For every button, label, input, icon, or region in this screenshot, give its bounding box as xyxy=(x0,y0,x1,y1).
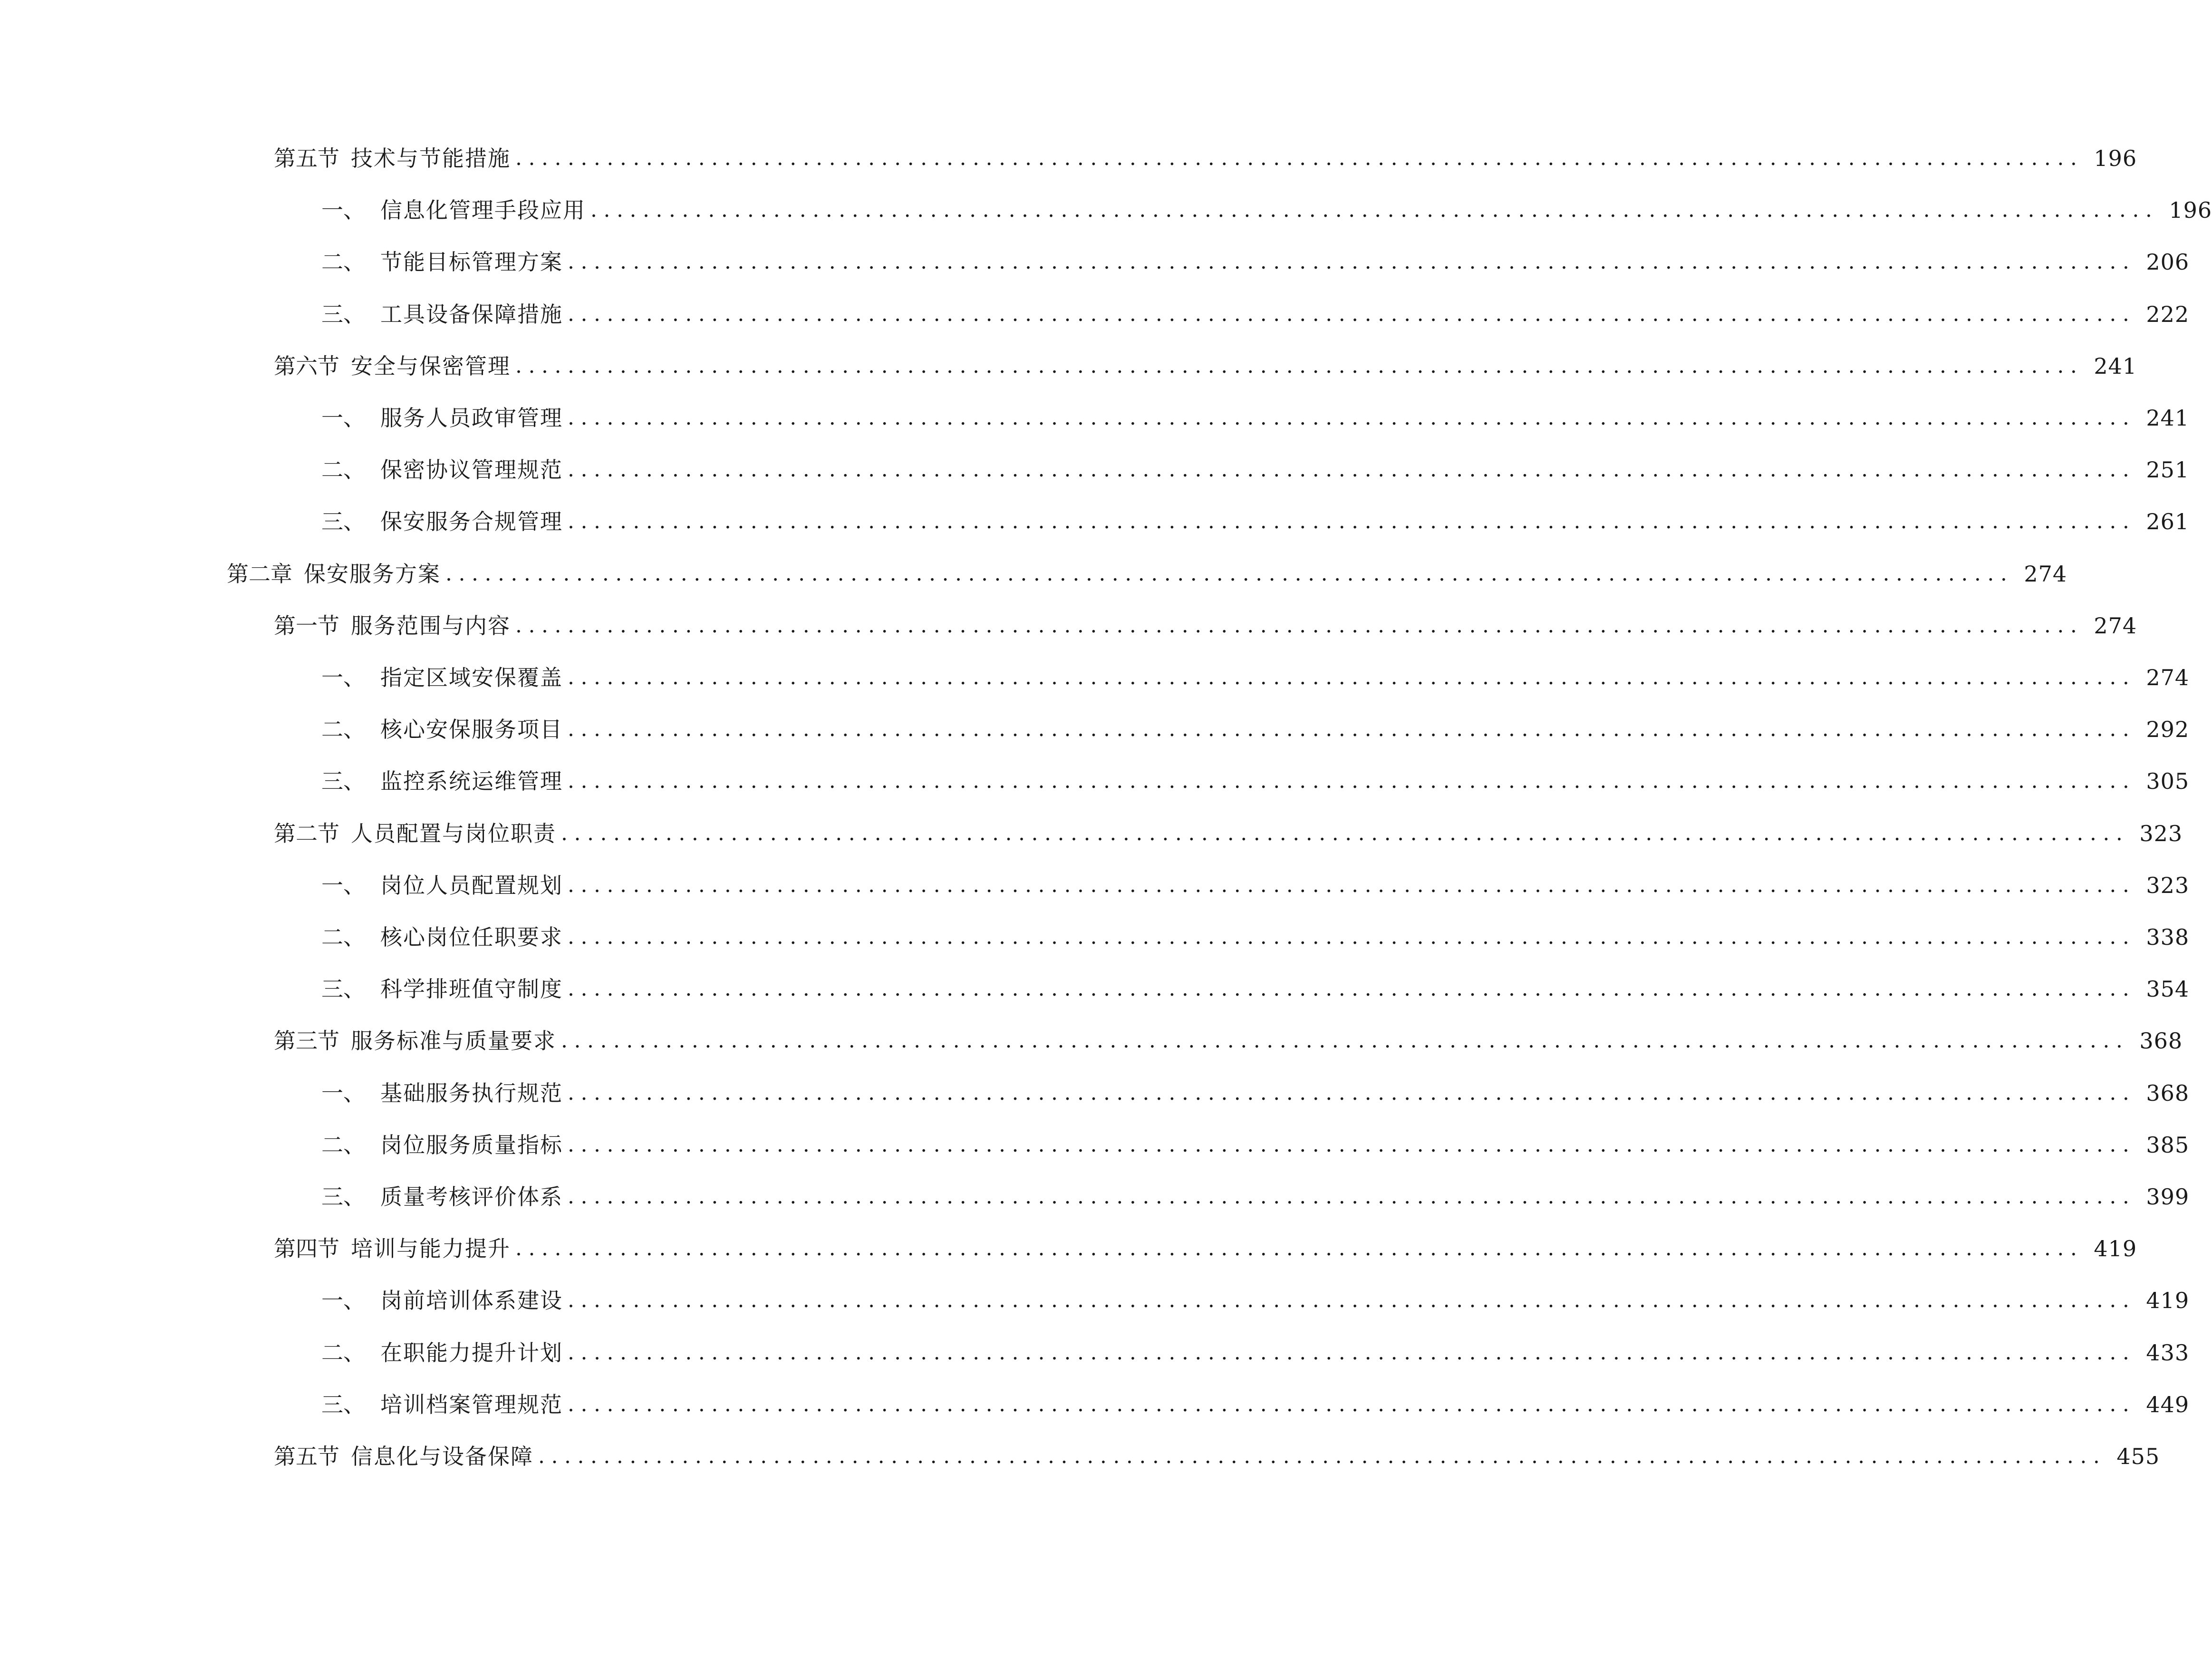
toc-dot-leader: ........................................................................................................................ xyxy=(568,665,2136,689)
toc-entry[interactable] xyxy=(321,394,2190,442)
toc-entry-title: 信息化管理手段应用 xyxy=(380,197,586,223)
toc-entry-number: 二、 xyxy=(321,924,365,950)
toc-entry-page: 368 xyxy=(2146,1080,2190,1106)
toc-entry-title: 信息化与设备保障 xyxy=(351,1444,533,1469)
toc-entry-title: 保密协议管理规范 xyxy=(380,457,563,483)
toc-entry-number: 三、 xyxy=(321,301,365,327)
toc-entry-page: 419 xyxy=(2094,1236,2137,1261)
toc-dot-leader: ........................................................................................................................ xyxy=(568,1288,2136,1312)
toc-entry-page: 206 xyxy=(2146,249,2190,275)
toc-entry-number: 第一节 xyxy=(274,613,339,639)
toc-entry-title: 培训与能力提升 xyxy=(351,1236,511,1261)
toc-entry-page: 241 xyxy=(2094,353,2137,379)
toc-entry-page: 261 xyxy=(2146,509,2190,534)
toc-entry-number: 三、 xyxy=(321,768,365,794)
toc-entry-title: 基础服务执行规范 xyxy=(380,1080,563,1106)
toc-dot-leader: ........................................................................................................................ xyxy=(515,354,2084,378)
toc-entry[interactable] xyxy=(321,757,2190,805)
toc-entry-number: 二、 xyxy=(321,1132,365,1158)
toc-entry-number: 第五节 xyxy=(274,1444,339,1469)
toc-dot-leader: ........................................................................................................................ xyxy=(568,873,2136,897)
toc-entry-page: 323 xyxy=(2139,821,2183,846)
toc-entry-page: 433 xyxy=(2146,1340,2190,1366)
toc-dot-leader: ........................................................................................................................ xyxy=(568,1081,2136,1105)
toc-dot-leader: ........................................................................................................................ xyxy=(568,1133,2136,1157)
toc-dot-leader: ........................................................................................................................ xyxy=(568,1340,2136,1365)
toc-entry-number: 第六节 xyxy=(274,353,339,379)
toc-entry[interactable] xyxy=(274,602,2137,650)
toc-entry[interactable] xyxy=(321,1329,2190,1377)
toc-entry-page: 251 xyxy=(2146,457,2190,483)
toc-dot-leader: ........................................................................................................................ xyxy=(561,1028,2129,1053)
toc-dot-leader: ........................................................................................................................ xyxy=(568,925,2136,949)
toc-entry-title: 科学排班值守制度 xyxy=(380,976,563,1002)
toc-entry-number: 二、 xyxy=(321,457,365,483)
toc-entry-title: 岗位服务质量指标 xyxy=(380,1132,563,1158)
toc-entry-title: 人员配置与岗位职责 xyxy=(351,821,556,846)
toc-entry-title: 核心岗位任职要求 xyxy=(380,924,563,950)
toc-entry-title: 服务标准与质量要求 xyxy=(351,1028,556,1054)
toc-entry-page: 305 xyxy=(2146,768,2190,794)
toc-dot-leader: ........................................................................................................................ xyxy=(568,406,2136,430)
toc-dot-leader: ........................................................................................................................ xyxy=(515,1236,2084,1261)
toc-entry-number: 第四节 xyxy=(274,1236,339,1261)
toc-entry-page: 222 xyxy=(2146,301,2190,327)
toc-entry[interactable] xyxy=(321,913,2190,961)
toc-entry-page: 399 xyxy=(2146,1184,2190,1210)
toc-entry[interactable] xyxy=(274,1433,2160,1480)
toc-dot-leader: ........................................................................................................................ xyxy=(568,457,2136,482)
toc-dot-leader: ........................................................................................................................ xyxy=(568,717,2136,741)
toc-entry-number: 第五节 xyxy=(274,145,339,171)
toc-entry-page: 455 xyxy=(2116,1444,2160,1469)
toc-entry-page: 323 xyxy=(2146,873,2190,898)
toc-entry[interactable] xyxy=(274,135,2137,182)
toc-entry-number: 第二章 xyxy=(227,561,292,587)
toc-entry[interactable] xyxy=(321,1173,2190,1221)
toc-entry-number: 二、 xyxy=(321,717,365,742)
toc-dot-leader: ........................................................................................................................ xyxy=(515,146,2084,170)
toc-entry[interactable] xyxy=(321,1069,2190,1117)
toc-entry-number: 第三节 xyxy=(274,1028,339,1054)
toc-entry-title: 岗前培训体系建设 xyxy=(380,1288,563,1313)
toc-entry-number: 三、 xyxy=(321,509,365,534)
toc-entry-number: 一、 xyxy=(321,873,365,898)
toc-entry[interactable] xyxy=(321,654,2190,701)
toc-dot-leader: ........................................................................................................................ xyxy=(561,821,2129,845)
toc-entry-title: 培训档案管理规范 xyxy=(380,1392,563,1417)
toc-entry-page: 449 xyxy=(2146,1392,2190,1417)
toc-entry-page: 274 xyxy=(2024,561,2067,587)
toc-entry-number: 二、 xyxy=(321,1340,365,1366)
toc-dot-leader: ........................................................................................................................ xyxy=(445,562,2014,586)
toc-entry-page: 385 xyxy=(2146,1132,2190,1158)
toc-entry-title: 服务人员政审管理 xyxy=(380,405,563,431)
toc-entry-page: 419 xyxy=(2146,1288,2190,1313)
toc-dot-leader: ........................................................................................................................ xyxy=(568,977,2136,1001)
toc-entry-page: 368 xyxy=(2139,1028,2183,1054)
toc-entry[interactable] xyxy=(321,1381,2190,1428)
toc-entry-title: 节能目标管理方案 xyxy=(380,249,563,275)
toc-entry[interactable] xyxy=(274,342,2137,390)
toc-entry-title: 工具设备保障措施 xyxy=(380,301,563,327)
toc-entry[interactable] xyxy=(227,550,2067,598)
toc-entry-title: 安全与保密管理 xyxy=(351,353,511,379)
toc-entry[interactable] xyxy=(274,1017,2183,1065)
toc-entry-number: 二、 xyxy=(321,249,365,275)
toc-entry-title: 质量考核评价体系 xyxy=(380,1184,563,1210)
toc-entry-page: 196 xyxy=(2094,145,2137,171)
toc-dot-leader: ........................................................................................................................ xyxy=(568,769,2136,793)
toc-entry-title: 保安服务合规管理 xyxy=(380,509,563,534)
toc-entry[interactable] xyxy=(321,965,2190,1013)
toc-entry[interactable] xyxy=(321,1121,2190,1169)
toc-dot-leader: ........................................................................................................................ xyxy=(568,1184,2136,1209)
toc-dot-leader: ........................................................................................................................ xyxy=(568,1392,2136,1416)
toc-entry[interactable] xyxy=(274,1225,2137,1272)
toc-dot-leader: ........................................................................................................................ xyxy=(568,509,2136,533)
toc-entry-number: 一、 xyxy=(321,1288,365,1313)
toc-dot-leader: ........................................................................................................................ xyxy=(538,1444,2106,1468)
toc-entry-title: 指定区域安保覆盖 xyxy=(380,665,563,690)
toc-entry-number: 一、 xyxy=(321,665,365,690)
toc-entry[interactable] xyxy=(321,1277,2190,1324)
toc-dot-leader: ........................................................................................................................ xyxy=(568,302,2136,326)
toc-entry-title: 核心安保服务项目 xyxy=(380,717,563,742)
toc-entry[interactable] xyxy=(274,810,2183,857)
toc-entry-title: 岗位人员配置规划 xyxy=(380,873,563,898)
toc-entry-page: 241 xyxy=(2146,405,2190,431)
toc-dot-leader: ........................................................................................................................ xyxy=(590,198,2159,222)
toc-entry-page: 196 xyxy=(2169,197,2212,223)
toc-entry-number: 一、 xyxy=(321,405,365,431)
toc-entry[interactable] xyxy=(321,706,2190,753)
toc-entry-title: 保安服务方案 xyxy=(304,561,441,587)
toc-entry-number: 三、 xyxy=(321,976,365,1002)
toc-entry-page: 274 xyxy=(2094,613,2137,639)
toc-dot-leader: ........................................................................................................................ xyxy=(568,250,2136,274)
toc-dot-leader: ........................................................................................................................ xyxy=(515,613,2084,638)
toc-entry[interactable] xyxy=(321,238,2190,286)
toc-entry-page: 274 xyxy=(2146,665,2190,690)
toc-entry-page: 354 xyxy=(2146,976,2190,1002)
toc-entry-title: 监控系统运维管理 xyxy=(380,768,563,794)
toc-entry[interactable] xyxy=(321,862,2190,909)
toc-entry-title: 服务范围与内容 xyxy=(351,613,511,639)
toc-entry-title: 在职能力提升计划 xyxy=(380,1340,563,1366)
toc-entry[interactable] xyxy=(321,291,2190,338)
toc-entry-number: 一、 xyxy=(321,197,365,223)
toc-entry[interactable] xyxy=(321,498,2190,545)
toc-entry-page: 292 xyxy=(2146,717,2190,742)
toc-entry-page: 338 xyxy=(2146,924,2190,950)
toc-entry-title: 技术与节能措施 xyxy=(351,145,511,171)
toc-entry-number: 三、 xyxy=(321,1392,365,1417)
toc-entry[interactable] xyxy=(321,186,2212,234)
toc-entry-number: 一、 xyxy=(321,1080,365,1106)
toc-entry[interactable] xyxy=(321,446,2190,494)
toc-entry-number: 三、 xyxy=(321,1184,365,1210)
toc-entry-number: 第二节 xyxy=(274,821,339,846)
